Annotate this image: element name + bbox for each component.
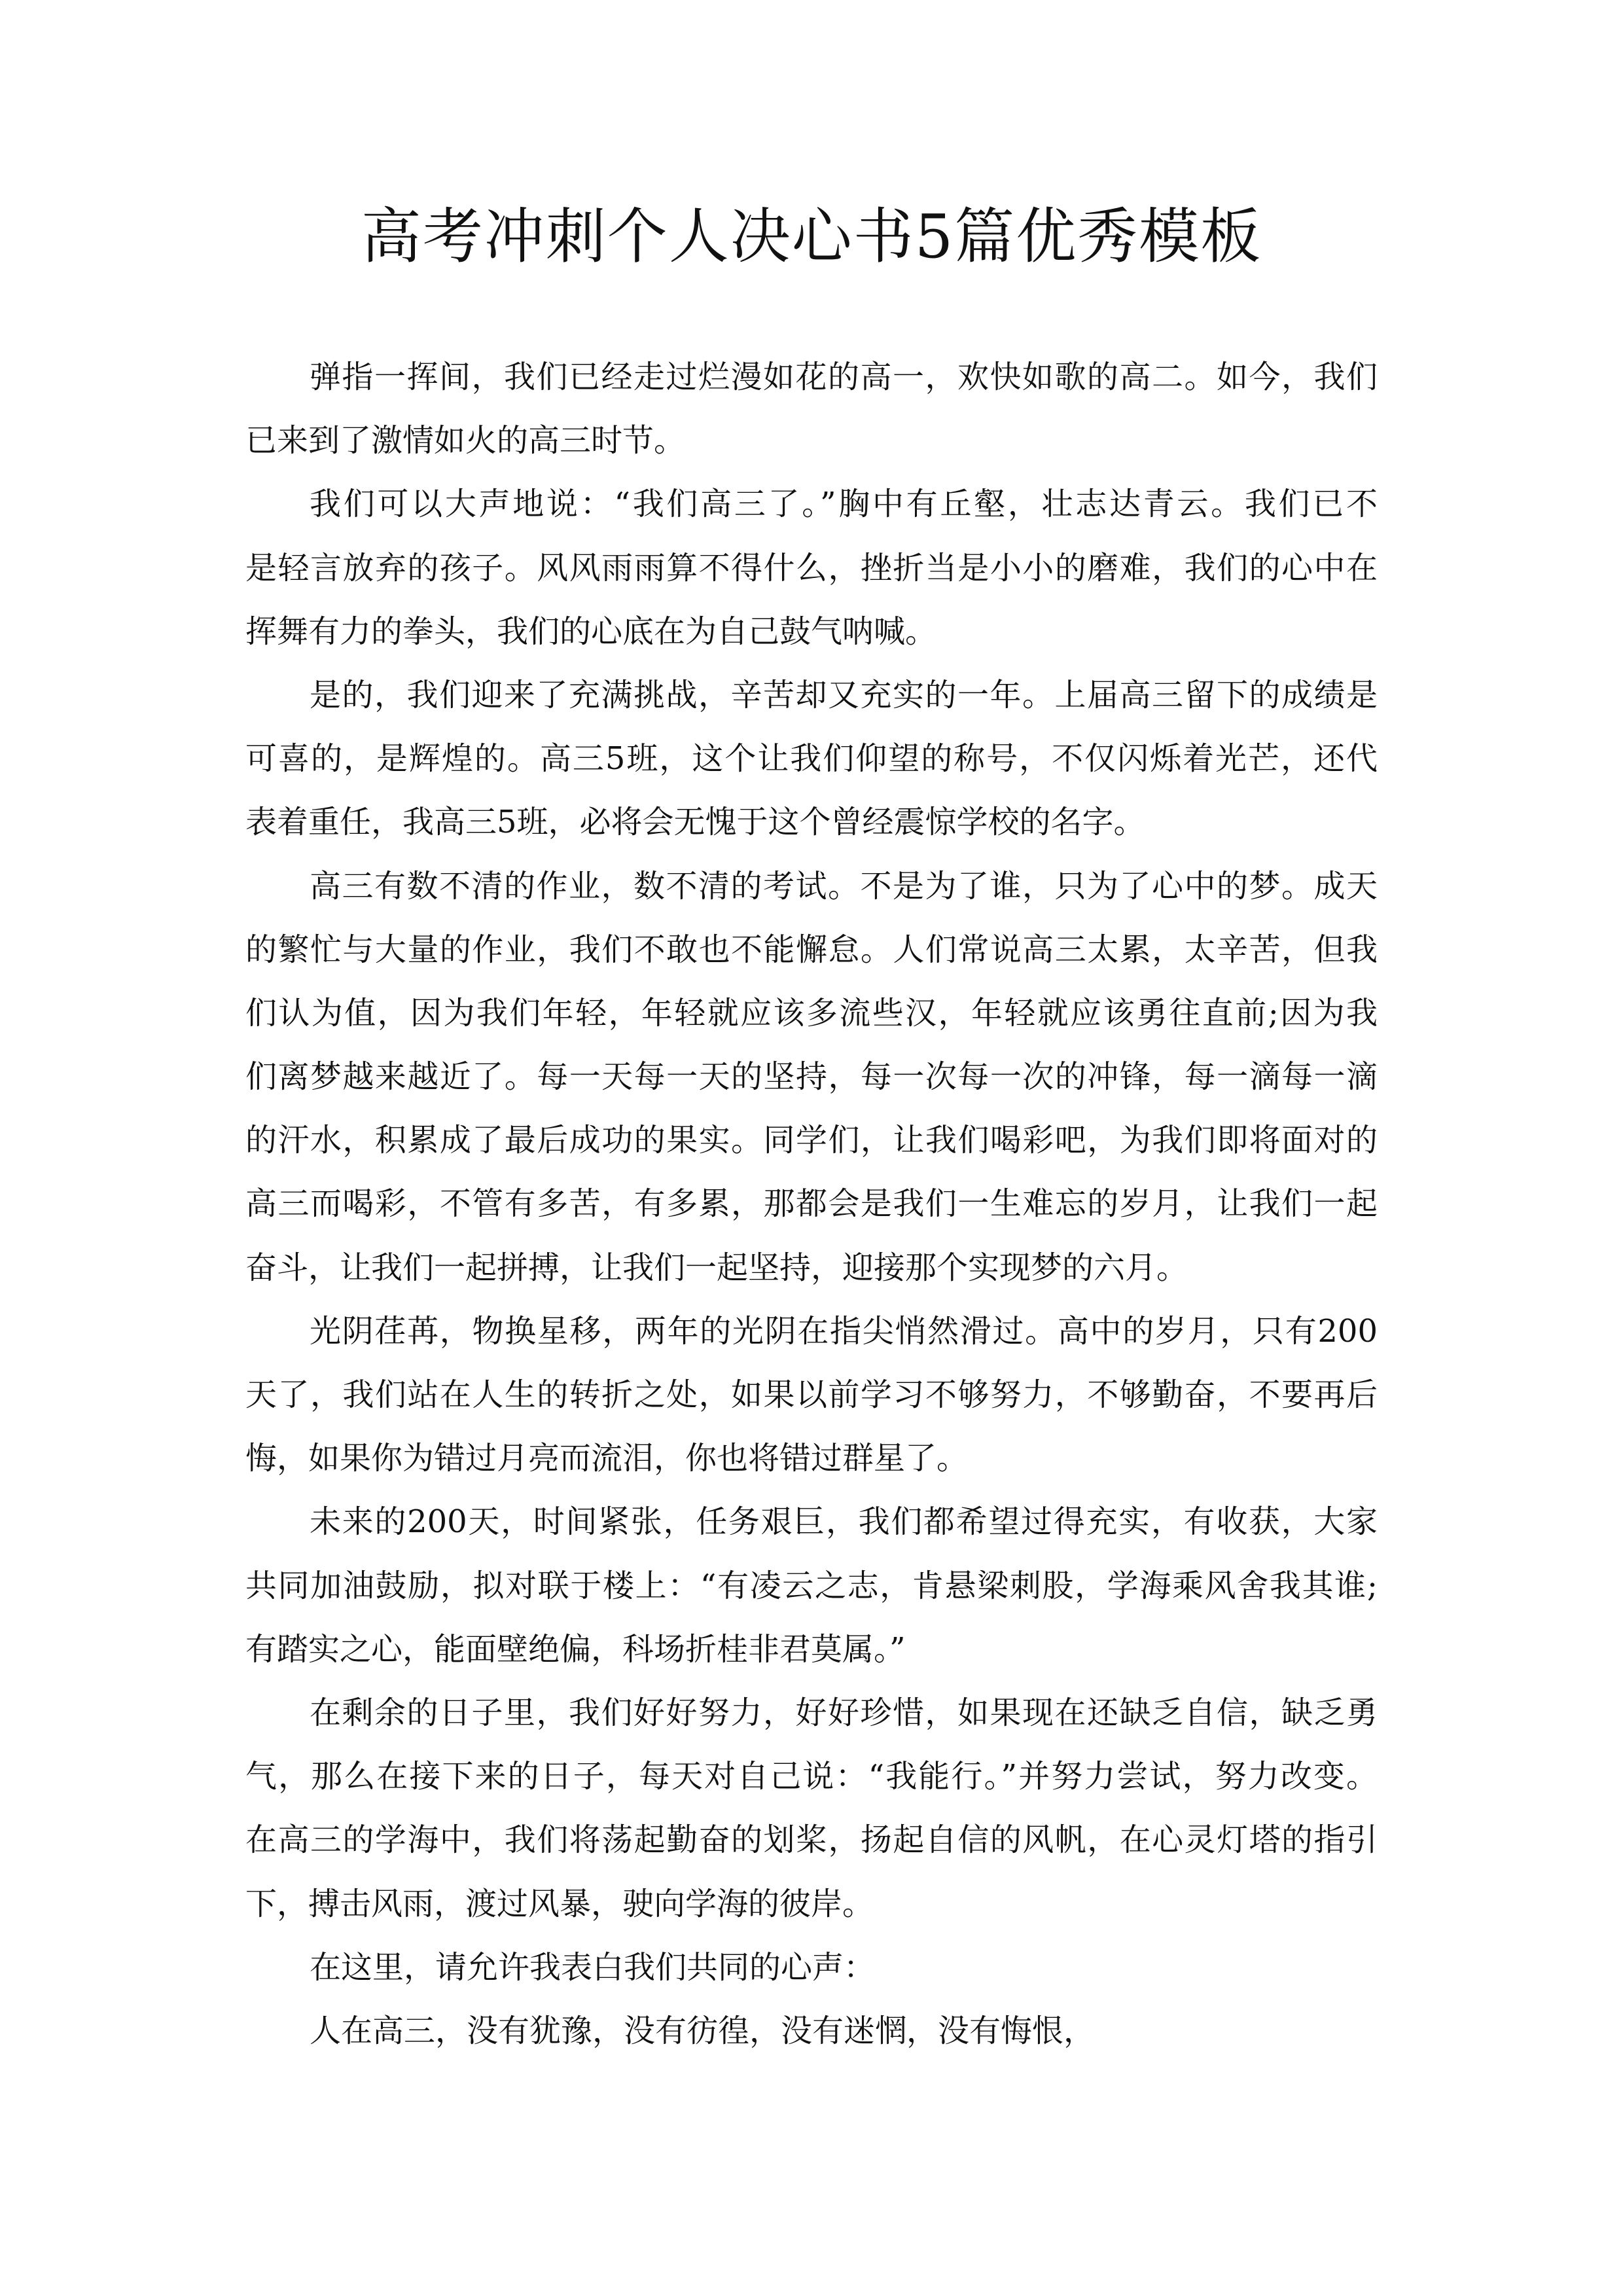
text-line: 未来的200天，时间紧张，任务艰巨，我们都希望过得充实，有收获，大家 (310, 1503, 1378, 1541)
text-line: 在高三的学海中，我们将荡起勤奋的划桨，扬起自信的风帆，在心灵灯塔的指引 (245, 1821, 1378, 1859)
text-line: 的繁忙与大量的作业，我们不敢也不能懈怠。人们常说高三太累，太辛苦，但我 (245, 931, 1378, 968)
paragraph (245, 1490, 1378, 1681)
text-line: 下，搏击风雨，渡过风暴，驶向学海的彼岸。 (245, 1885, 874, 1922)
text-line: 高三而喝彩，不管有多苦，有多累，那都会是我们一生难忘的岁月，让我们一起 (245, 1185, 1378, 1223)
text-line: 人在高三，没有犹豫，没有彷徨，没有迷惘，没有悔恨， (310, 2012, 1096, 2049)
paragraph (245, 1936, 1378, 2000)
text-line: 在这里，请允许我表白我们共同的心声： (310, 1948, 876, 1986)
text-line: 高三有数不清的作业，数不清的考试。不是为了谁，只为了心中的梦。成天 (310, 867, 1378, 905)
paragraph (245, 2000, 1378, 2063)
text-line: 是的，我们迎来了充满挑战，辛苦却又充实的一年。上届高三留下的成绩是 (310, 676, 1378, 713)
text-line: 我们可以大声地说：“我们高三了。”胸中有丘壑，壮志达青云。我们已不 (310, 486, 1378, 523)
text-line: 奋斗，让我们一起拼搏，让我们一起坚持，迎接那个实现梦的六月。 (245, 1249, 1188, 1286)
paragraph (245, 664, 1378, 855)
text-line: 弹指一挥间，我们已经走过烂漫如花的高一，欢快如歌的高二。如今，我们 (310, 359, 1378, 395)
text-line: 已来到了激情如火的高三时节。 (245, 422, 686, 459)
text-line: 悔，如果你为错过月亮而流泪，你也将错过群星了。 (245, 1440, 969, 1477)
text-line: 是轻言放弃的孩子。风风雨雨算不得什么，挫折当是小小的磨难，我们的心中在 (245, 549, 1378, 586)
text-line: 表着重任，我高三5班，必将会无愧于这个曾经震惊学校的名字。 (245, 804, 1145, 841)
text-line: 在剩余的日子里，我们好好努力，好好珍惜，如果现在还缺乏自信，缺乏勇 (310, 1694, 1378, 1731)
paragraph (245, 855, 1378, 1300)
text-line: 的汗水，积累成了最后成功的果实。同学们，让我们喝彩吧，为我们即将面对的 (245, 1122, 1378, 1159)
paragraph (245, 346, 1378, 473)
text-line: 气，那么在接下来的日子，每天对自己说：“我能行。”并努力尝试，努力改变。 (245, 1758, 1378, 1795)
text-line: 有踏实之心，能面壁绝偏，科场折桂非君莫属。” (245, 1630, 906, 1668)
text-line: 天了，我们站在人生的转折之处，如果以前学习不够努力，不够勤奋，不要再后 (245, 1376, 1378, 1413)
paragraph (245, 1300, 1378, 1491)
text-line: 们离梦越来越近了。每一天每一天的坚持，每一次每一次的冲锋，每一滴每一滴 (245, 1058, 1378, 1096)
text-line: 光阴荏苒，物换星移，两年的光阴在指尖悄然滑过。高中的岁月，只有200 (310, 1312, 1378, 1350)
document-title: 高考冲刺个人决心书5篇优秀模板 (361, 202, 1262, 272)
text-line: 们认为值，因为我们年轻，年轻就应该多流些汉，年轻就应该勇往直前;因为我 (245, 994, 1378, 1031)
paragraph (245, 1681, 1378, 1936)
text-line: 挥舞有力的拳头，我们的心底在为自己鼓气呐喊。 (245, 613, 937, 650)
text-line: 共同加油鼓励，拟对联于楼上：“有凌云之志，肯悬梁刺股，学海乘风舍我其谁; (245, 1567, 1378, 1604)
document-body (245, 346, 1378, 2063)
text-line: 可喜的，是辉煌的。高三5班，这个让我们仰望的称号，不仅闪烁着光芒，还代 (245, 740, 1378, 778)
paragraph (245, 473, 1378, 664)
